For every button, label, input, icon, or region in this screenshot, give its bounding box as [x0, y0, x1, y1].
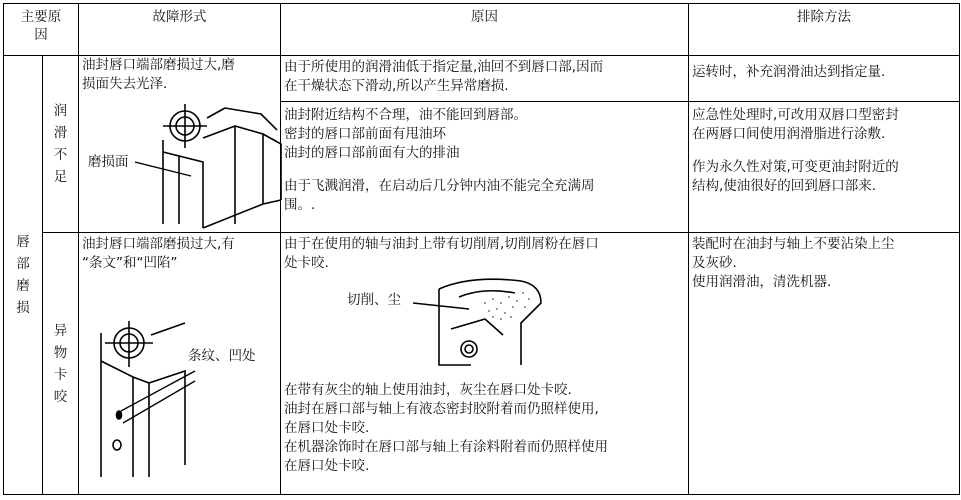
sub2-callout-leaders	[119, 367, 199, 427]
sub1-label-cell	[43, 56, 79, 233]
row-foreign-matter	[4, 233, 960, 495]
sub1-fault-line-2: 损面失去光泽.	[82, 76, 168, 92]
sub1-remedy-b-line-1: 应急性处理时,可改用双唇口型密封	[692, 107, 899, 123]
sub2-callout-label: 条纹、凹处	[188, 348, 256, 364]
sub2-cause-bottom-3: 在唇口处卡咬.	[284, 420, 370, 436]
sub1-label: 润滑不足	[53, 103, 68, 185]
header-main-cause-text: 主要原因	[20, 9, 62, 43]
spacer	[692, 144, 956, 158]
sub1-cause-b	[281, 102, 689, 233]
sub1-fault-cell	[79, 56, 281, 233]
sub1-fault-line-1: 油封唇口端部磨损过大,磨	[82, 57, 235, 73]
group-label: 唇部磨损	[16, 234, 30, 316]
group-label-cell	[4, 56, 43, 495]
sub2-cause-top-2: 处卡咬.	[284, 255, 329, 271]
header-remedy: 排除方法	[689, 4, 960, 56]
sub2-fault-cell	[79, 233, 281, 495]
sub2-remedy-line-2: 及灰砂.	[692, 255, 737, 271]
sub2-label: 异物卡咬	[53, 322, 68, 405]
sub1-remedy-b-line-2: 在两唇口间使用润滑脂进行涂敷.	[692, 126, 886, 142]
sub1-callout-leader	[135, 160, 195, 180]
sub1-callout-label: 磨损面	[88, 154, 129, 170]
sub1-cause-a-line-1: 由于所使用的润滑油低于指定量,油回不到唇口部,因而	[284, 59, 604, 75]
header-cause: 原因	[281, 4, 689, 56]
row-lubrication-a	[4, 56, 960, 102]
sub1-cause-b-line-1: 油封附近结构不合理，油不能回到唇部。	[284, 107, 527, 123]
spacer	[284, 163, 685, 177]
header-fault-form: 故障形式	[79, 4, 281, 56]
sub1-cause-a-line-2: 在干燥状态下滑动,所以产生异常磨损.	[284, 78, 509, 94]
sub2-cause-top-1: 由于在使用的轴与油封上带有切削屑,切削屑粉在唇口	[284, 236, 599, 252]
sub2-remedy-line-3: 使用润滑油，清洗机器.	[692, 274, 832, 290]
sub2-remedy-cell	[689, 233, 960, 495]
sub1-remedy-b	[689, 102, 960, 233]
sub1-remedy-b-extra-1: 作为永久性对策,可变更油封附近的	[692, 159, 899, 175]
sub2-cause-bottom-4: 在机器涂饰时在唇口部与轴上有涂料附着而仍照样使用	[284, 439, 608, 455]
sub2-remedy-line-1: 装配时在油封与轴上不要沾染上尘	[692, 236, 895, 252]
header-row	[4, 4, 960, 56]
sub1-remedy-a	[689, 56, 960, 102]
sub2-label-cell	[43, 233, 79, 495]
sub1-cause-b-extra-2: 围。.	[284, 197, 316, 213]
sub2-cause-cell	[281, 233, 689, 495]
header-main-cause	[4, 4, 79, 56]
sub2-fault-line-2: “条文”和“凹陷”	[82, 255, 178, 271]
sub2-fault-line-1: 油封唇口端部磨损过大,有	[82, 236, 235, 252]
sub1-cause-b-line-2: 密封的唇口部前面有甩油环	[284, 126, 446, 142]
sub2-cause-callout: 切削、尘	[347, 292, 401, 308]
sub1-remedy-a-text: 运转时，补充润滑油达到指定量.	[692, 64, 886, 80]
sub2-cause-bottom-5: 在唇口处卡咬.	[284, 458, 370, 474]
chip-seal-sketch	[431, 273, 551, 369]
sub2-cause-bottom	[284, 381, 608, 476]
sub1-cause-b-line-3: 油封的唇口部前面有大的排油	[284, 145, 460, 161]
sub2-cause-bottom-2: 油封在唇口部与轴上有液态密封胶附着而仍照样使用,	[284, 401, 599, 417]
sub2-cause-leader	[413, 299, 473, 313]
fault-table	[3, 3, 960, 495]
sub1-cause-a	[281, 56, 689, 102]
sub1-remedy-b-extra-2: 结构,使油很好的回到唇口部来.	[692, 178, 877, 194]
sub2-cause-bottom-1: 在带有灰尘的轴上使用油封，灰尘在唇口处卡咬.	[284, 382, 572, 398]
sub1-cause-b-extra-1: 由于飞溅润滑，在启动后几分钟内油不能完全充满周	[284, 178, 595, 194]
